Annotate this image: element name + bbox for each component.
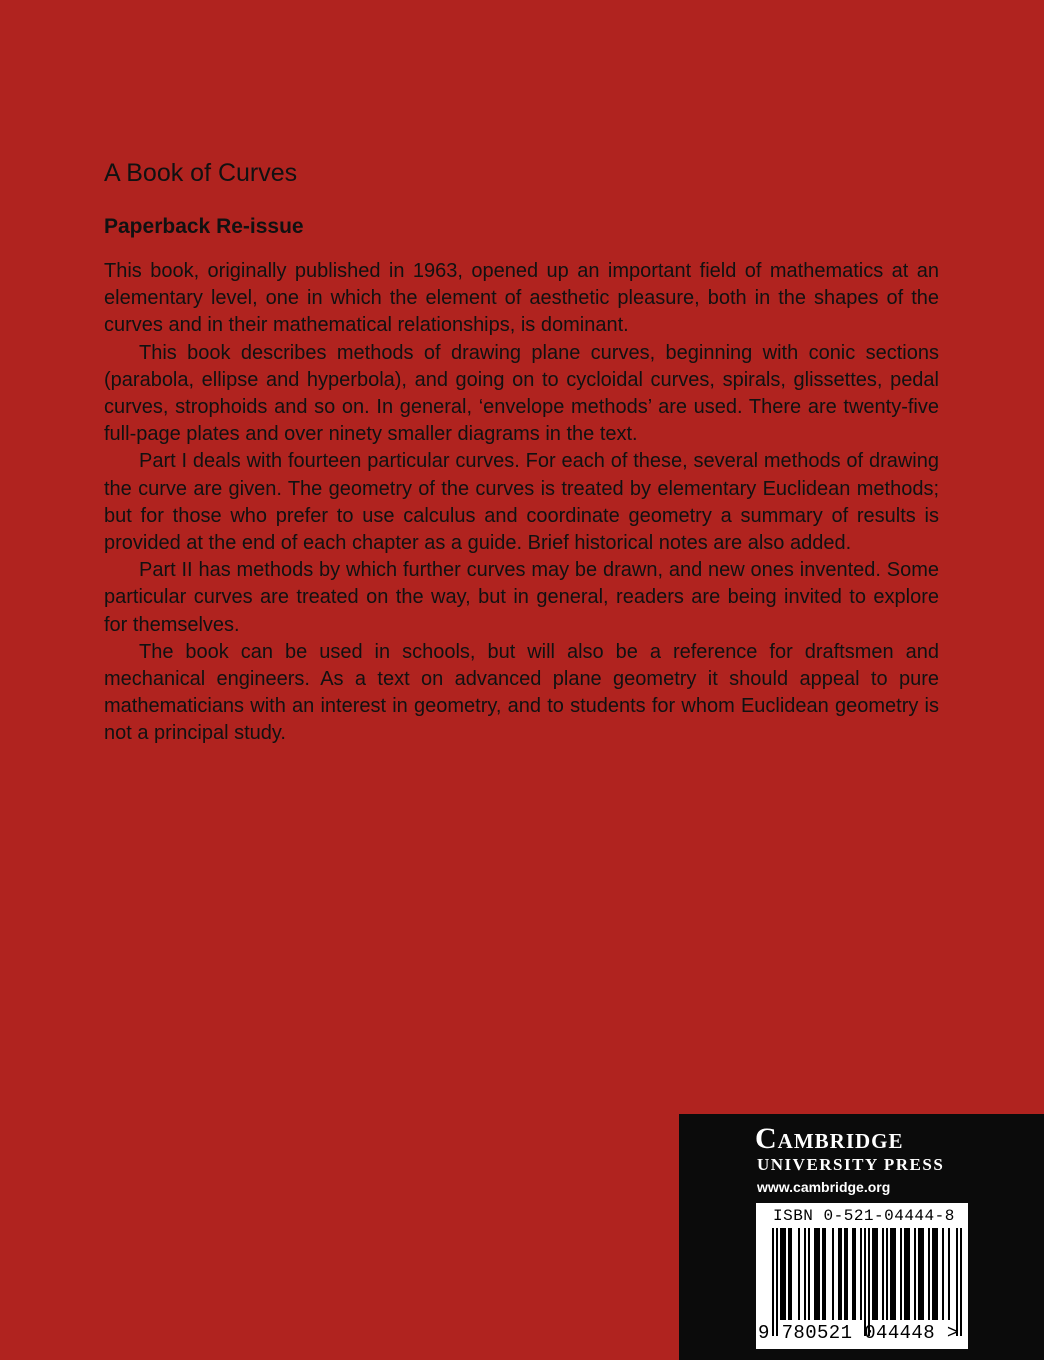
barcode-bar bbox=[780, 1228, 782, 1320]
isbn-label: ISBN 0-521-04444-8 bbox=[773, 1207, 955, 1225]
barcode-bar bbox=[788, 1228, 790, 1320]
blurb bbox=[104, 258, 939, 748]
barcode-bar bbox=[814, 1228, 816, 1320]
barcode-bar bbox=[892, 1228, 894, 1320]
barcode-bar bbox=[822, 1228, 824, 1320]
barcode-bar bbox=[922, 1228, 924, 1320]
blurb-paragraph: Part I deals with fourteen particular curves. For each of these, several methods of drawing the curve are given. The geometry of the curves is treated by elementary Euclidean methods; but for those who prefer to use calculus and coordinate geometry a summary of results is provided at the end of each chapter as a guide. Brief historical notes are also added. bbox=[104, 450, 939, 555]
barcode-bar bbox=[914, 1228, 916, 1320]
blurb-paragraph: The book can be used in schools, but will also be a reference for draftsmen and mechanical engineers. As a text on advanced plane geometry it should appeal to pure mathematicians with an interest in geometry, and to students for whom Euclidean geometry is not a principal study. bbox=[104, 640, 939, 745]
barcode-bar bbox=[904, 1228, 906, 1320]
barcode-bar bbox=[860, 1228, 862, 1320]
barcode-bar bbox=[920, 1228, 922, 1320]
barcode-bar bbox=[808, 1228, 810, 1320]
barcode-bar bbox=[844, 1228, 846, 1320]
publisher-panel bbox=[679, 1114, 1044, 1360]
barcode-bar bbox=[956, 1228, 958, 1336]
barcode-bar bbox=[928, 1228, 930, 1320]
barcode-bar bbox=[942, 1228, 944, 1320]
barcode-bar bbox=[790, 1228, 792, 1320]
barcode-bar bbox=[874, 1228, 876, 1320]
barcode-bar bbox=[932, 1228, 934, 1320]
barcode-bar bbox=[886, 1228, 888, 1320]
barcode-bar bbox=[854, 1228, 856, 1320]
barcode-bar bbox=[934, 1228, 936, 1320]
barcode-bar bbox=[890, 1228, 892, 1320]
barcode-bar bbox=[864, 1228, 866, 1336]
book-title: A Book of Curves bbox=[104, 159, 298, 187]
barcode-bar bbox=[852, 1228, 854, 1320]
barcode-bar bbox=[782, 1228, 784, 1320]
barcode-bar bbox=[868, 1228, 870, 1336]
barcode-bar bbox=[804, 1228, 806, 1320]
barcode-bar bbox=[918, 1228, 920, 1320]
barcode-bar bbox=[832, 1228, 834, 1320]
barcode-bar bbox=[776, 1228, 778, 1336]
barcode-bar bbox=[894, 1228, 896, 1320]
barcode-bar bbox=[846, 1228, 848, 1320]
barcode-bar bbox=[948, 1228, 950, 1320]
barcode-bar bbox=[960, 1228, 962, 1336]
barcode-bar bbox=[798, 1228, 800, 1320]
barcode-bar bbox=[900, 1228, 902, 1320]
blurb-paragraph: Part II has methods by which further curves may be drawn, and new ones invented. Some particular curves are treated on the way, but in general, readers are being invited to explore for themselves. bbox=[104, 559, 939, 636]
barcode-bar bbox=[840, 1228, 842, 1320]
publisher-url: www.cambridge.org bbox=[757, 1179, 891, 1195]
barcode-bar bbox=[876, 1228, 878, 1320]
barcode-bar bbox=[816, 1228, 818, 1320]
barcode-bar bbox=[784, 1228, 786, 1320]
edition-label: Paperback Re-issue bbox=[104, 215, 304, 238]
barcode-panel bbox=[756, 1203, 968, 1349]
barcode-bar bbox=[772, 1228, 774, 1336]
ean-digits: 9 780521 044448 > bbox=[758, 1322, 959, 1344]
barcode-bar bbox=[838, 1228, 840, 1320]
barcode-bar bbox=[936, 1228, 938, 1320]
barcode-bar bbox=[824, 1228, 826, 1320]
blurb-paragraph: This book describes methods of drawing plane curves, beginning with conic sections (parabola, ellipse and hyperbola), and going on to cycloidal curves, spirals, glissettes, pedal curves, strophoids and so on. In general, ‘envelope methods’ are used. There are twenty-five full-page plates and over ninety smaller diagrams in the text. bbox=[104, 341, 939, 446]
blurb-paragraph: This book, originally published in 1963, opened up an important field of mathematics at an elementary level, one in which the element of aesthetic pleasure, both in the shapes of the curves and in their mathematical relationships, is dominant. bbox=[104, 260, 939, 337]
barcode-bar bbox=[908, 1228, 910, 1320]
barcode-bar bbox=[818, 1228, 820, 1320]
barcode-bar bbox=[872, 1228, 874, 1320]
back-cover-text bbox=[104, 156, 939, 748]
barcode-bar bbox=[882, 1228, 884, 1320]
publisher-logo-name: Cambridge bbox=[755, 1122, 904, 1155]
barcode-bar bbox=[906, 1228, 908, 1320]
publisher-logo-subname: UNIVERSITY PRESS bbox=[757, 1155, 945, 1174]
